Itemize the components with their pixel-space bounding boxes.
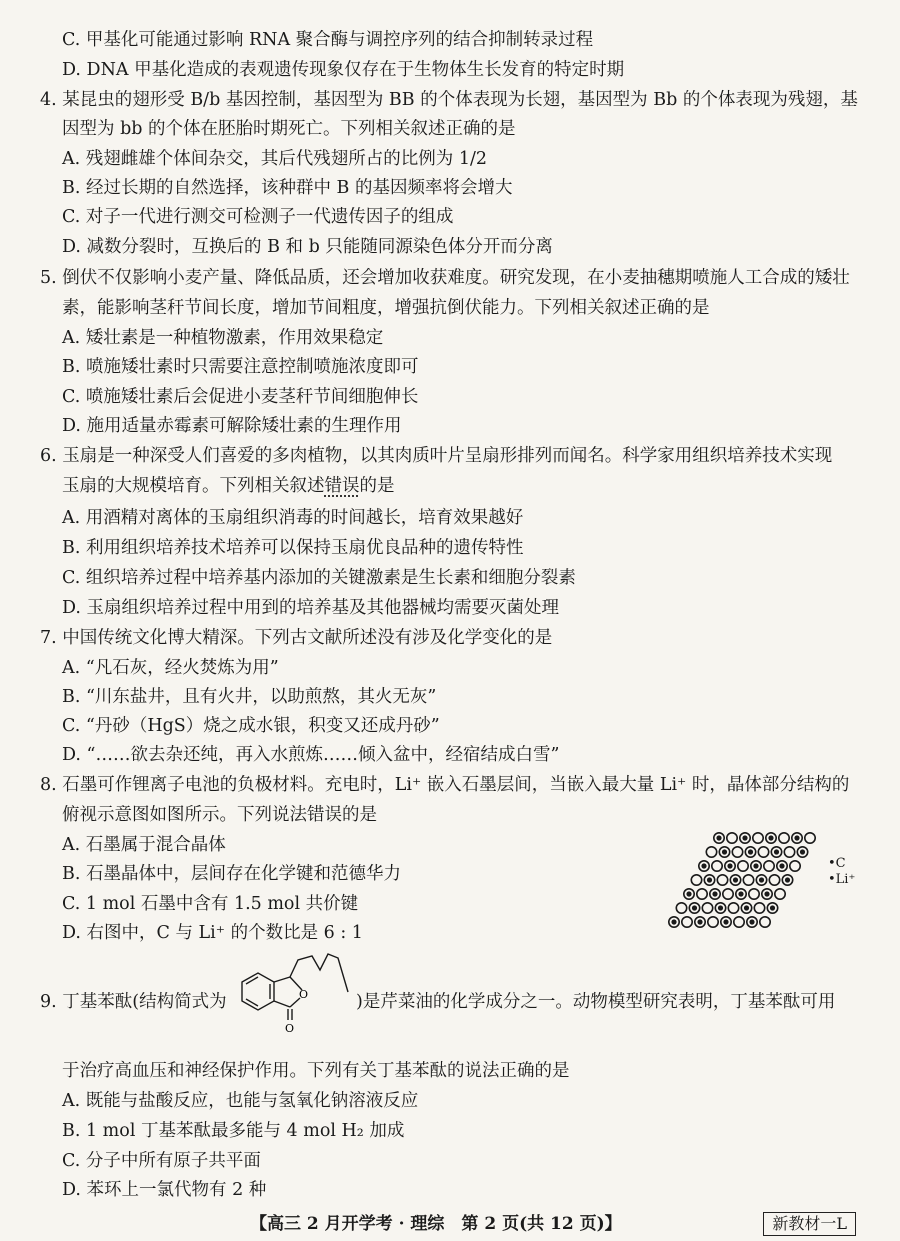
lithium-ion [738,891,743,896]
q4-option-c: C. 对子一代进行测交可检测子一代遗传因子的组成 [62,207,454,227]
q7-option-b: B. “川东盐井，且有火井，以助煎熬，其火无灰” [62,687,437,707]
carbon-ring [775,889,785,899]
legend-carbon: •C [828,856,846,871]
carbon-ring [723,889,733,899]
lithium-ion [770,905,775,910]
lithium-ion [686,891,691,896]
lithium-ion [753,863,758,868]
q4-stem-cont: 因型为 bb 的个体在胚胎时期死亡。下列相关叙述正确的是 [62,119,516,139]
page-footer [0,1210,900,1238]
carbon-ring [706,847,716,857]
carbon-ring [743,875,753,885]
q8-option-d: D. 右图中，C 与 Li⁺ 的个数比是 6 : 1 [62,923,363,943]
carbon-ring [717,875,727,885]
q7-option-d: D. “……欲去杂还纯，再入水煎炼……倾入盆中，经宿结成白雪” [62,745,560,765]
carbon-ring [769,875,779,885]
lithium-ion [759,877,764,882]
q9-stem-prefix: 9. 丁基苯酞(结构简式为 [40,992,227,1012]
carbon-ring [764,861,774,871]
carbon-ring [738,861,748,871]
carbon-ring [697,889,707,899]
q4-option-d: D. 减数分裂时，互换后的 B 和 b 只能随同源染色体分开而分离 [62,237,553,257]
carbon-ring [760,917,770,927]
lithium-ion [697,919,702,924]
lithium-ion [722,849,727,854]
carbon-ring [676,903,686,913]
lithium-ion [727,863,732,868]
q3-option-d: D. DNA 甲基化造成的表观遗传现象仅存在于生物体生长发育的特定时期 [62,60,625,80]
carbon-ring [732,847,742,857]
q6-stem-text: 玉扇的大规模培育。下列相关叙述 [62,476,325,496]
carbonyl-oxygen-label: O [285,1022,295,1035]
lithium-ion [768,835,773,840]
edition-badge: 新教材一L [763,1212,856,1236]
carbon-ring [753,833,763,843]
lithium-ion [800,849,805,854]
q5-stem-cont: 素，能影响茎秆节间长度，增加节间粗度，增强抗倒伏能力。下列相关叙述正确的是 [62,298,710,318]
butylphthalide-structure [228,952,354,1038]
carbon-ring [805,833,815,843]
carbon-ring [708,917,718,927]
q9-stem-suffix: )是芹菜油的化学成分之一。动物模型研究表明，丁基苯酞可用 [356,992,836,1012]
q7-option-c: C. “丹砂（HgS）烧之成水银，积变又还成丹砂” [62,716,440,736]
q9-stem-cont: 于治疗高血压和神经保护作用。下列有关丁基苯酞的说法正确的是 [62,1061,570,1081]
ring-oxygen-label: O [299,988,309,1001]
q9-option-b: B. 1 mol 丁基苯酞最多能与 4 mol H₂ 加成 [62,1121,405,1141]
lithium-ion [749,919,754,924]
q6-option-c: C. 组织培养过程中培养基内添加的关键激素是生长素和细胞分裂素 [62,568,576,588]
lithium-ion [707,877,712,882]
q8-option-a: A. 石墨属于混合晶体 [62,835,226,855]
q5-option-c: C. 喷施矮壮素后会促进小麦茎秆节间细胞伸长 [62,387,419,407]
q6-option-d: D. 玉扇组织培养过程中用到的培养基及其他器械均需要灭菌处理 [62,598,560,618]
q5-stem: 5. 倒伏不仅影响小麦产量、降低品质，还会增加收获难度。研究发现，在小麦抽穗期喷施人工合成的矮壮 [40,268,850,288]
q5-option-d: D. 施用适量赤霉素可解除矮壮素的生理作用 [62,416,402,436]
q6-emphasis: 错误 [324,476,360,496]
carbon-ring [754,903,764,913]
carbon-ring [712,861,722,871]
carbon-ring [728,903,738,913]
carbon-ring [784,847,794,857]
q9-option-a: A. 既能与盐酸反应，也能与氢氧化钠溶液反应 [62,1091,419,1111]
carbon-ring [702,903,712,913]
q3-option-c: C. 甲基化可能通过影响 RNA 聚合酶与调控序列的结合抑制转录过程 [62,30,594,50]
carbon-ring [727,833,737,843]
lithium-ion [785,877,790,882]
carbon-ring [749,889,759,899]
q4-option-b: B. 经过长期的自然选择，该种群中 B 的基因频率将会增大 [62,178,513,198]
q8-stem-cont: 俯视示意图如图所示。下列说法错误的是 [62,805,377,825]
lithium-ion [744,905,749,910]
lithium-ion [701,863,706,868]
lithium-ion [764,891,769,896]
lithium-ion [742,835,747,840]
lithium-ion [748,849,753,854]
footer-title: 【高三 2 月开学考 · 理综 第 2 页(共 12 页)】 [250,1214,622,1234]
q5-option-b: B. 喷施矮壮素时只需要注意控制喷施浓度即可 [62,357,419,377]
figure-legend [828,856,855,888]
lithium-ion [733,877,738,882]
carbon-ring [734,917,744,927]
q6-option-b: B. 利用组织培养技术培养可以保持玉扇优良品种的遗传特性 [62,538,524,558]
q5-option-a: A. 矮壮素是一种植物激素，作用效果稳定 [62,328,384,348]
q8-option-c: C. 1 mol 石墨中含有 1.5 mol 共价键 [62,894,359,914]
q7-stem: 7. 中国传统文化博大精深。下列古文献所述没有涉及化学变化的是 [40,628,553,648]
q9-option-d: D. 苯环上一氯代物有 2 种 [62,1180,267,1200]
lithium-ion [794,835,799,840]
carbon-ring [779,833,789,843]
lithium-ion [692,905,697,910]
carbon-ring [691,875,701,885]
lithium-ion [718,905,723,910]
lithium-ion [716,835,721,840]
q8-stem: 8. 石墨可作锂离子电池的负极材料。充电时，Li⁺ 嵌入石墨层间，当嵌入最大量 Li⁺ 时，晶体部分结构的 [40,775,850,795]
lithium-ion [774,849,779,854]
lithium-ion [723,919,728,924]
q6-stem-tail: 的是 [359,476,395,496]
lithium-ion [712,891,717,896]
legend-lithium: •Li⁺ [828,872,856,887]
carbon-ring [790,861,800,871]
graphite-lithium-lattice-figure [660,830,820,948]
q6-stem-cont [62,472,864,500]
carbon-ring [682,917,692,927]
lithium-ion [671,919,676,924]
carbon-ring [758,847,768,857]
q4-option-a: A. 残翅雌雄个体间杂交，其后代残翅所占的比例为 1/2 [62,149,487,169]
lithium-ion [779,863,784,868]
q7-option-a: A. “凡石灰，经火焚炼为用” [62,658,279,678]
q9-option-c: C. 分子中所有原子共平面 [62,1151,261,1171]
q8-option-b: B. 石墨晶体中，层间存在化学键和范德华力 [62,864,401,884]
q4-stem: 4. 某昆虫的翅形受 B/b 基因控制，基因型为 BB 的个体表现为长翅，基因型为 Bb 的个体表现为残翅，基 [40,90,858,110]
q6-option-a: A. 用酒精对离体的玉扇组织消毒的时间越长，培育效果越好 [62,508,524,528]
q6-stem: 6. 玉扇是一种深受人们喜爱的多肉植物，以其肉质叶片呈扇形排列而闻名。科学家用组织培养技术实现 [40,446,833,466]
benzene-ring [242,973,274,1010]
